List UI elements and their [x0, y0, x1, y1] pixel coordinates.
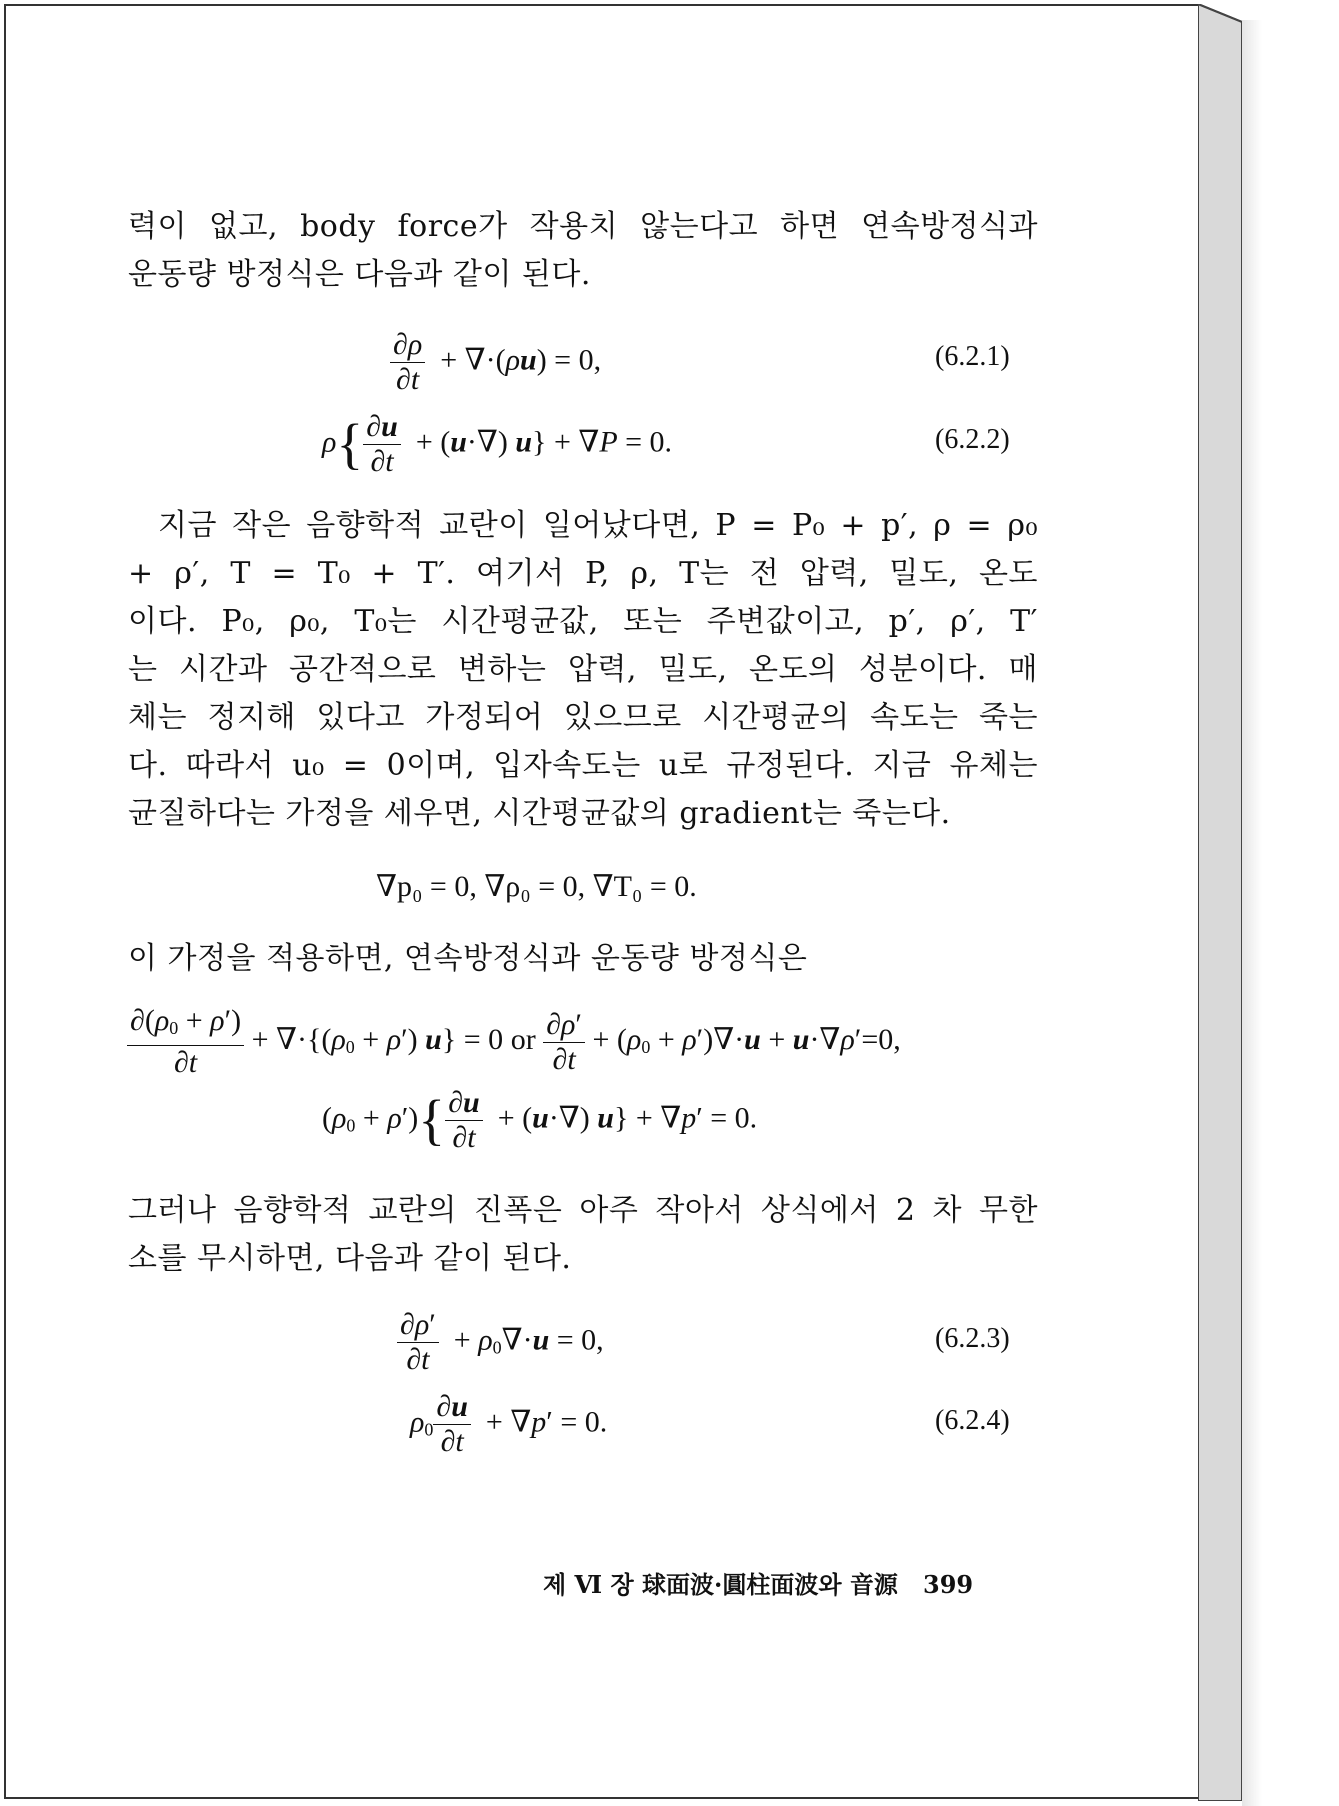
chapter-title: 제 Ⅵ 장 球面波·圓柱面波와 音源	[543, 1570, 898, 1599]
text-line: 그러나 음향학적 교란의 진폭은 아주 작아서 상식에서 2 차 무한	[128, 1193, 1038, 1228]
equation-6-2-3: $\frac{\partial\rho'}{\partial t}$ + $\rho_0\nabla\cdot u = 0$,	[397, 1308, 604, 1377]
text-line: + ρ′, T = T₀ + T′. 여기서 P, ρ, T는 전 압력, 밀도, 온도	[128, 556, 1038, 591]
equation-continuity-full: $\frac{\partial(\rho_0 + \rho')}{\partial t}$ + $\nabla\cdot\{(\rho_0 + \rho') u\} = 0$ or $\frac{\partial\rho'}{\partial t}$ + $(\rho_0 + \rho')\nabla\cdot u + u\cdot\nabla\rho'=0$,	[127, 1004, 901, 1080]
equation-6-2-2: ρ{ $\frac{\partial u}{\partial t}$ + (u·∇) u} + ∇P = 0.	[322, 410, 673, 478]
equation-momentum-full: $(\rho_0 + \rho')${ $\frac{\partial u}{\partial t}$ + (u·∇) u} + ∇p′ = 0.	[322, 1086, 758, 1154]
text-line: 이 가정을 적용하면, 연속방정식과 운동량 방정식은	[128, 941, 808, 976]
equation-6-2-4: $\rho_0$ $\frac{\partial u}{\partial t}$ + ∇p′ = 0.	[410, 1390, 608, 1458]
text-line: 소를 무시하면, 다음과 같이 된다.	[128, 1241, 572, 1276]
text-line: 력이 없고, body force가 작용치 않는다고 하면 연속방정식과	[128, 209, 1038, 244]
or-word: or	[510, 1022, 536, 1056]
text-line: 지금 작은 음향학적 교란이 일어났다면, P = P₀ + p′, ρ = ρ₀	[158, 508, 1038, 543]
text-line: 다. 따라서 u₀ = 0이며, 입자속도는 u로 규정된다. 지금 유체는	[128, 748, 1038, 783]
paragraph-perturbation	[128, 502, 1038, 838]
text-line: 체는 정지해 있다고 가정되어 있으므로 시간평균의 속도는 죽는	[128, 700, 1038, 735]
paragraph-intro	[128, 203, 1038, 299]
equation-number: (6.2.1)	[935, 341, 1010, 372]
equation-gradient-zero: ∇p₀ = 0, ∇ρ₀ = 0, ∇T₀ = 0.	[376, 870, 697, 903]
equation-6-2-1: $\frac{\partial\rho}{\partial t}$ + ∇·(ρu) = 0,	[390, 328, 601, 397]
text-line: 이다. P₀, ρ₀, T₀는 시간평균값, 또는 주변값이고, p′, ρ′, T′	[128, 604, 1038, 639]
page-edge-stack	[1198, 4, 1242, 1801]
paragraph-apply	[128, 935, 1038, 983]
text-line: 운동량 방정식은 다음과 같이 된다.	[128, 257, 591, 292]
text-line: 는 시간과 공간적으로 변하는 압력, 밀도, 온도의 성분이다. 매	[128, 652, 1038, 687]
page-number: 399	[923, 1570, 974, 1599]
equation-number: (6.2.2)	[935, 424, 1010, 455]
equation-number: (6.2.3)	[935, 1323, 1010, 1354]
equation-number: (6.2.4)	[935, 1405, 1010, 1436]
paragraph-linearization	[128, 1187, 1038, 1283]
running-footer	[543, 1565, 973, 1600]
text-line: 균질하다는 가정을 세우면, 시간평균값의 gradient는 죽는다.	[128, 796, 951, 831]
page-shadow	[1242, 20, 1262, 1806]
